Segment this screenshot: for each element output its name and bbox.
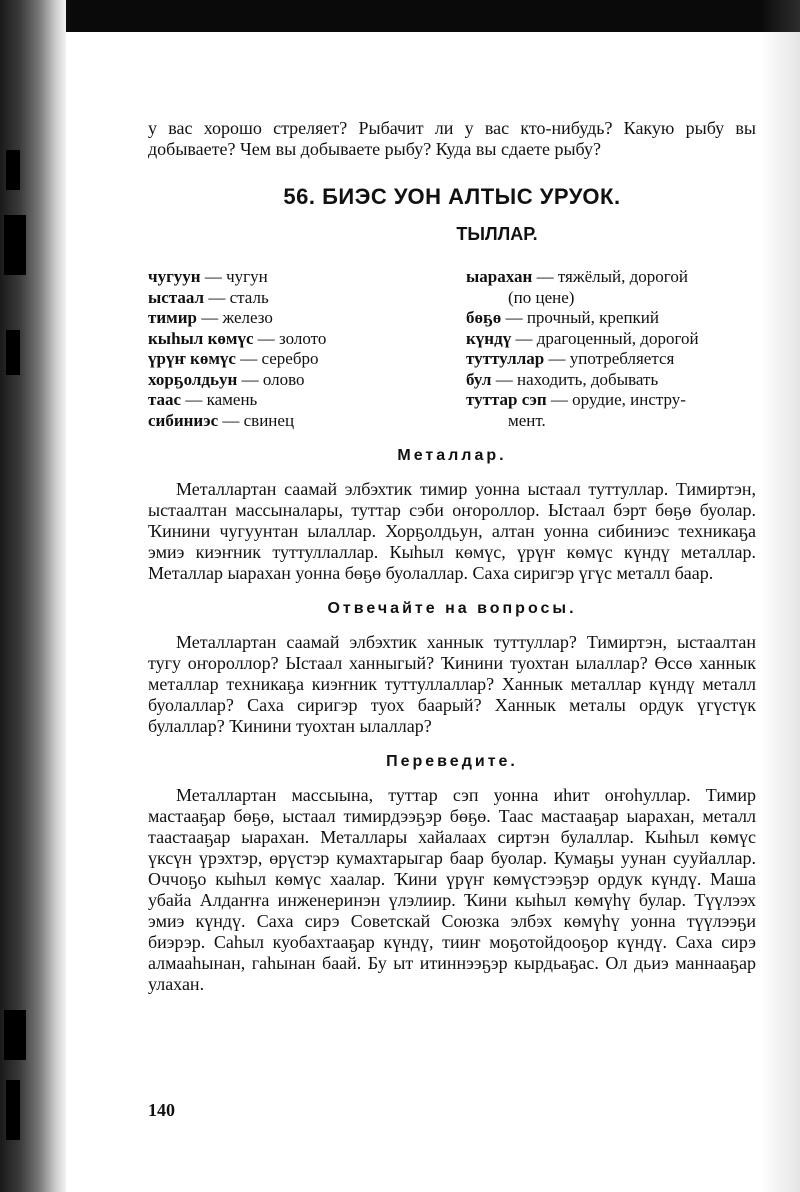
- vocab-item-continuation: (по цене): [508, 287, 575, 307]
- vocab-item: таас — камень: [148, 390, 258, 409]
- page-number: 140: [148, 1100, 175, 1120]
- intro-paragraph: у вас хорошо стреляет? Рыбачит ли у вас кто-нибудь? Какую рыбу вы добываете? Чем вы добываете рыбу? Куда вы сдаете рыбу?: [148, 118, 756, 159]
- vocabulary-list: [148, 267, 756, 431]
- vocab-item: ыарахан — тяжёлый, дорогой: [466, 267, 688, 286]
- lesson-title: 56. БИЭС УОН АЛТЫС УРУОК.: [283, 184, 621, 209]
- vocab-item: туттар сэп — орудие, инстру-: [466, 390, 686, 409]
- binding-mark: [6, 1080, 20, 1140]
- binding-mark: [4, 215, 26, 275]
- scan-right-shadow: [760, 0, 800, 1192]
- metals-paragraph: Металлартан саамай элбэхтик тимир уонна ыстаал туттуллар. Тимиртэн, ыстаалтан массыналары, туттар сэби оҥороллор. Ыстаал бэрт бөҕө буолар. Ҡинини чугуунтан ылаллар. Хорҕолдьун, алтан уонна сибиниэс техникаҕа эмиэ киэҥник туттуллаллар. Кыһыл көмүс, үрүҥ көмүс күндү металлар. Металлар ыарахан уонна бөҕө буолаллар. Саха сиригэр үгүс металл баар.: [148, 479, 756, 583]
- vocabulary-column-right: [466, 267, 756, 431]
- vocab-item: кыһыл көмүс — золото: [148, 328, 327, 348]
- binding-mark: [4, 1010, 26, 1060]
- book-page: [148, 118, 756, 995]
- vocab-item: үрүҥ көмүс — серебро: [148, 349, 319, 368]
- vocab-item: бөҕө — прочный, крепкий: [466, 308, 659, 327]
- vocab-item: сибиниэс — свинец: [148, 410, 295, 430]
- section-heading-translate: Переведите.: [386, 753, 518, 770]
- binding-mark: [6, 150, 20, 190]
- translate-paragraph: Металлартан массыына, туттар сэп уонна иһит оҥоһуллар. Тимир мастааҕар бөҕө, ыстаал тимирдээҕэр бөҕө. Таас мастааҕар ыарахан, металл таастааҕар ыарахан. Металлары хайалаах сиртэн булаллар. Кыһыл көмүс үксүн үрэхтэр, өрүстэр кумахтарыгар баар буолар. Кумаҕы уунан сууйаллар. Оччоҕо кыһыл көмүс хаалар. Ҡини үрүҥ көмүстээҕэр ордук күндү. Маша убайа Алдаҥҥа инженеринэн үлэлиир. Ҡини кыһыл көмүһү булар. Түүлээх эмиэ күндү. Саха сирэ Советскай Союзка элбэх көмүһү уонна түүлээҕи биэрэр. Саһыл куобахтааҕар күндү, тииҥ моҕотойдооҕор күндү. Саха сирэ алмааһынан, гаһынан баай. Бу ыт итиннээҕэр кырдьаҕас. Ол дьиэ маннааҕар улахан.: [148, 785, 756, 994]
- vocab-item: күндү — драгоценный, дорогой: [466, 328, 699, 348]
- binding-mark: [6, 330, 20, 375]
- questions-paragraph: Металлартан саамай элбэхтик ханнык туттуллар? Тимиртэн, ыстаалтан тугу оҥороллор? Ыстаал ханныгый? Ҡинини туохтан ылаллар? Өссө ханнык металлар техникаҕа киэҥник туттуллаллар? Ханнык металлар күндү металл буолаллар? Саха сиригэр туох баарый? Ханнык металы ордук үгүстүк булаллар? Ҡинини туохтан ылаллар?: [148, 632, 756, 736]
- scan-binding-strip: [0, 0, 66, 1192]
- vocab-item: чугуун — чугун: [148, 267, 268, 286]
- vocab-item: туттуллар — употребляется: [466, 349, 675, 368]
- vocab-item: хорҕолдьун — олово: [148, 369, 305, 389]
- section-heading-metals: Металлар.: [397, 447, 507, 464]
- vocab-item: тимир — железо: [148, 308, 273, 327]
- vocabulary-column-left: [148, 267, 466, 431]
- vocabulary-title: ТЫЛЛАР.: [456, 224, 538, 244]
- section-heading-questions: Отвечайте на вопросы.: [327, 600, 577, 617]
- scan-top-edge: [0, 0, 800, 32]
- vocab-item-continuation: мент.: [508, 410, 546, 430]
- vocab-item: бул — находить, добывать: [466, 369, 659, 389]
- vocab-item: ыстаал — сталь: [148, 287, 269, 307]
